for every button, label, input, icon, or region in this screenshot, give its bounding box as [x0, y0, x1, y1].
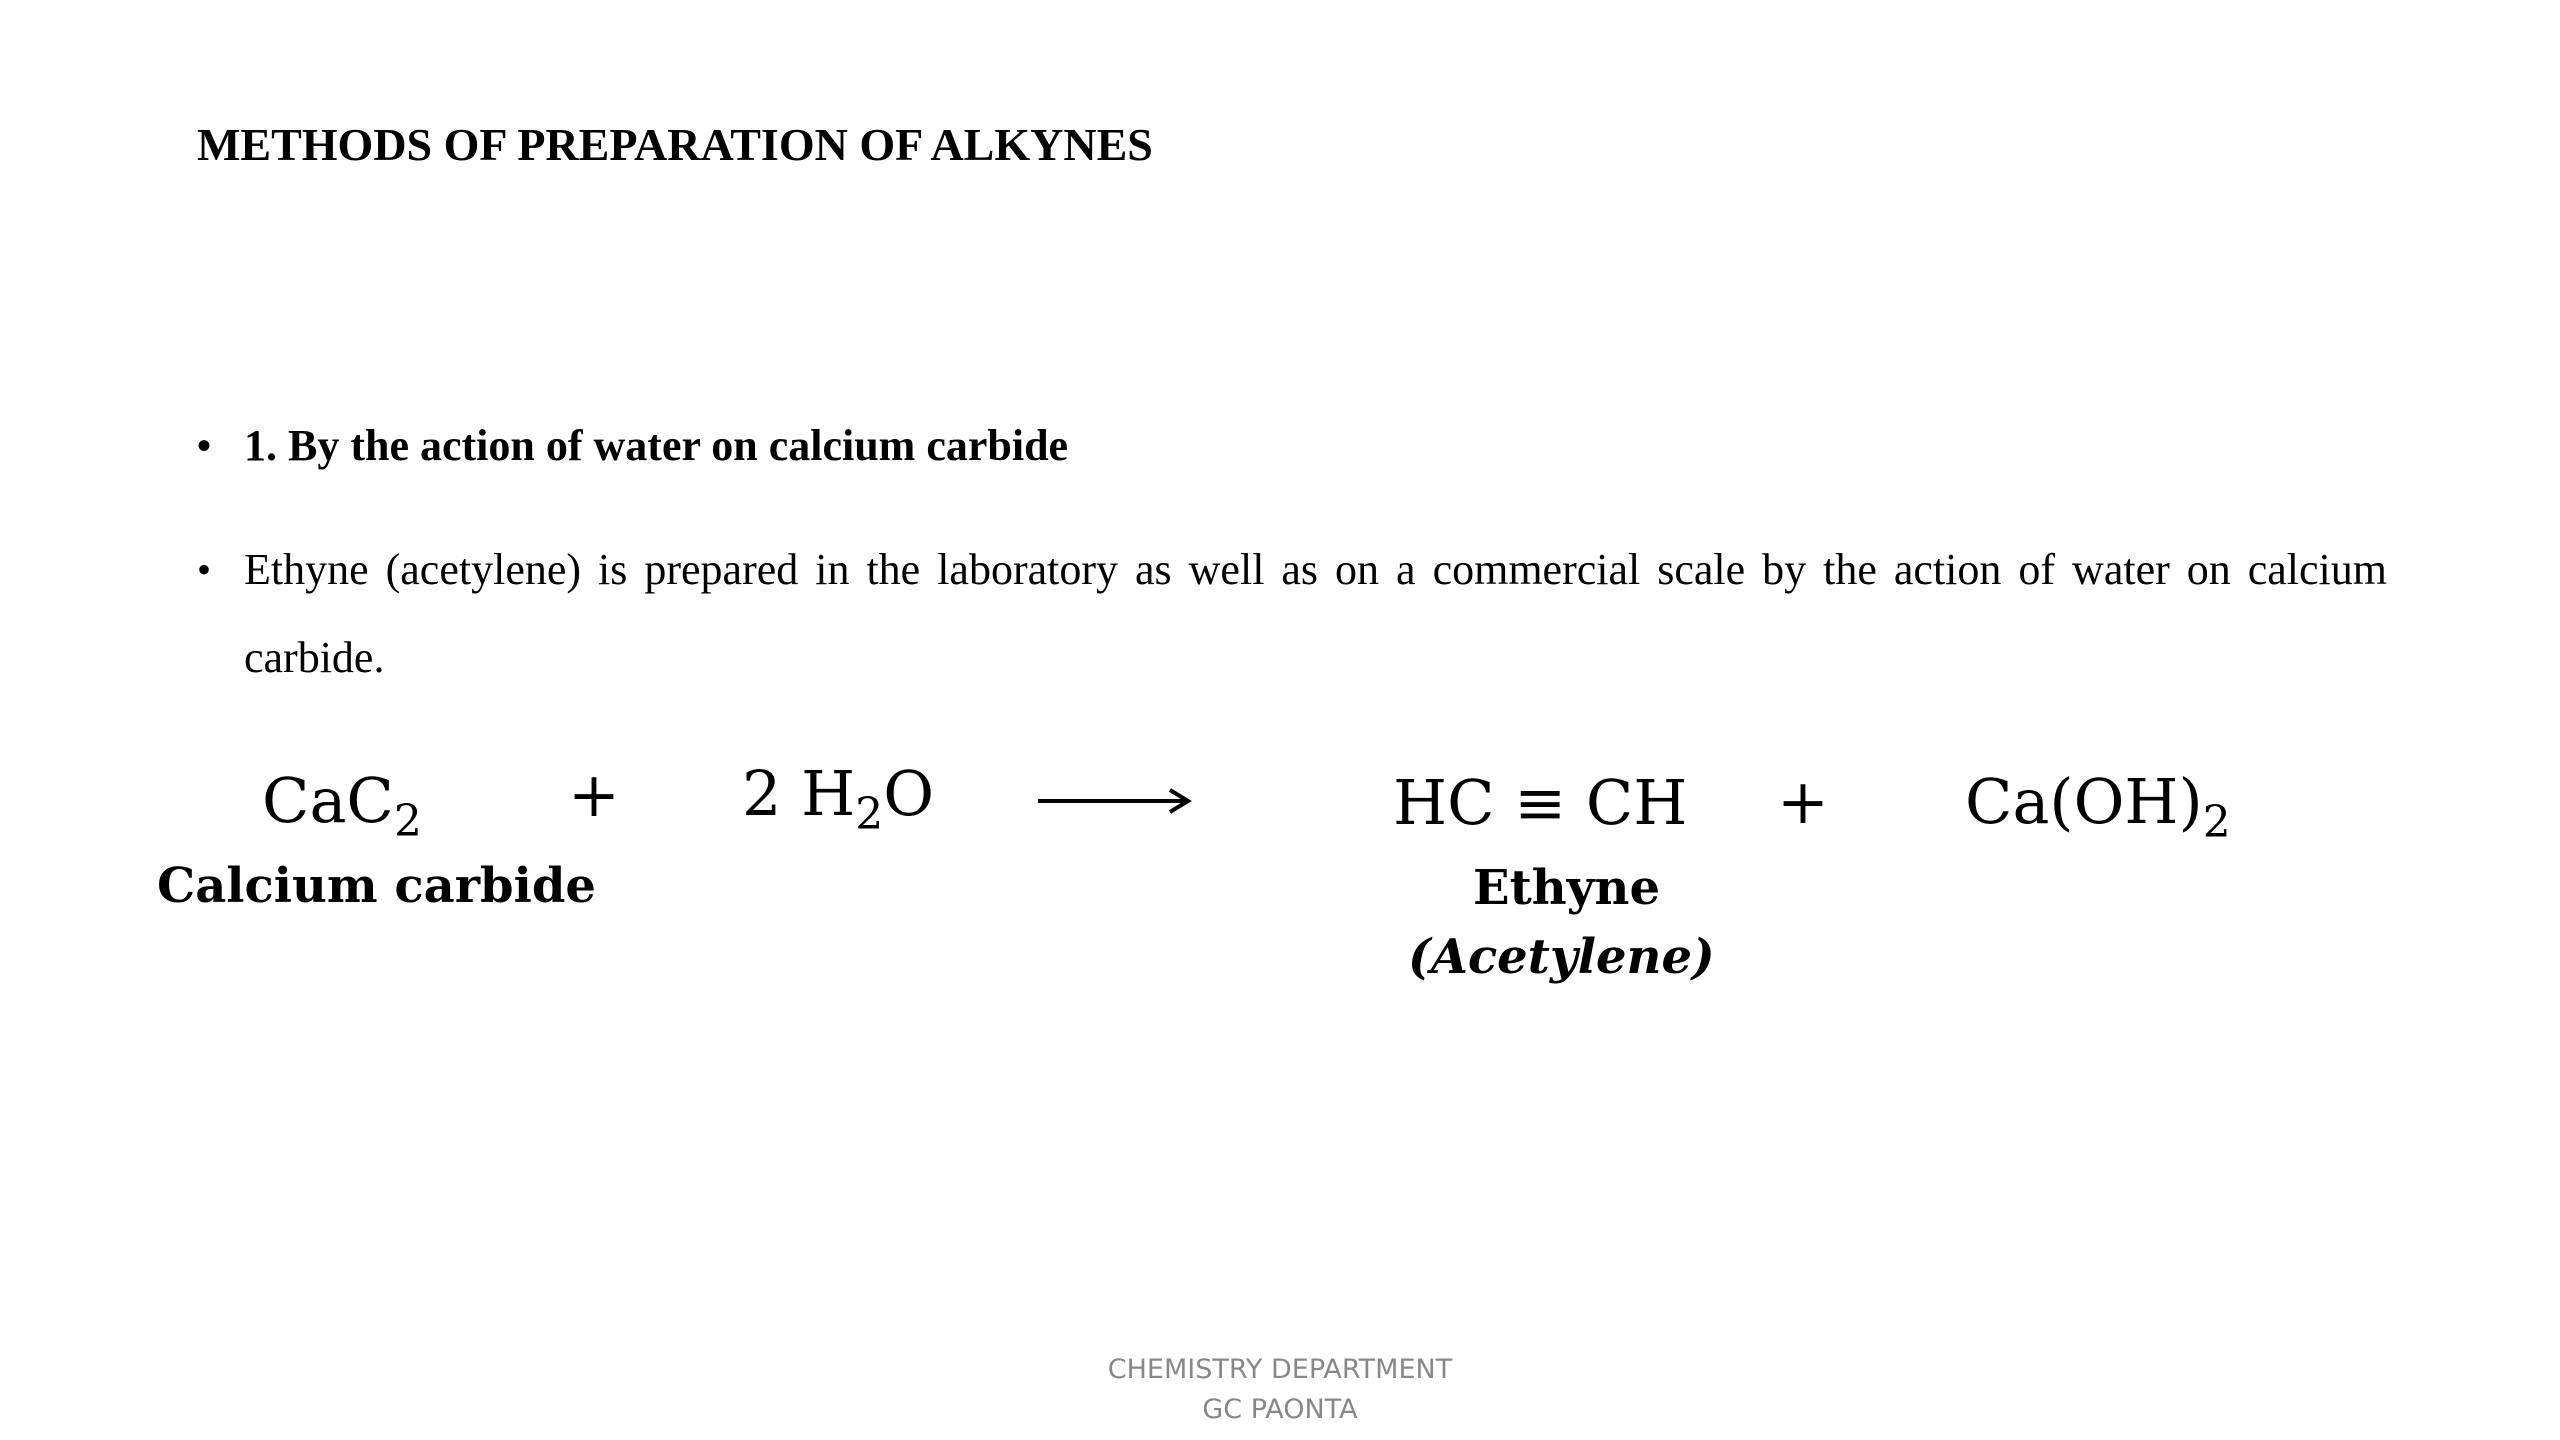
reactant-water-formula: 2 $H_2O$ — [742, 757, 935, 840]
product-calcium-hydroxide-formula: $Ca(OH)_2$ — [1965, 765, 2231, 848]
reactant-calcium-carbide-label: Calcium carbide — [157, 858, 596, 914]
product-ethyne-label: Ethyne — [1473, 860, 1660, 916]
bullet-marker: • — [197, 547, 212, 592]
bullet-list — [197, 410, 2387, 702]
reaction-arrow-icon — [1038, 786, 1194, 816]
reactant-calcium-carbide-formula: CaC$_2$ — [262, 764, 422, 847]
bullet-heading-text: 1. By the action of water on calcium carbide — [244, 421, 1069, 470]
plus-sign: + — [568, 758, 620, 831]
product-acetylene-label: (Acetylene) — [1408, 929, 1715, 985]
bullet-item-heading — [197, 410, 2387, 482]
bullet-description-text: Ethyne (acetylene) is prepared in the laboratory as well as on a commercial scale by the action of water on calcium carbide. — [244, 545, 2387, 682]
slide-title: METHODS OF PREPARATION OF ALKYNES — [197, 119, 1153, 170]
bullet-item-description — [197, 526, 2387, 702]
footer-college: GC PAONTA — [1202, 1394, 1358, 1425]
footer-department: CHEMISTRY DEPARTMENT — [1107, 1354, 1453, 1385]
bullet-marker: • — [197, 423, 212, 468]
product-ethyne-formula: HC ≡ CH — [1393, 766, 1688, 839]
plus-sign: + — [1777, 765, 1829, 838]
